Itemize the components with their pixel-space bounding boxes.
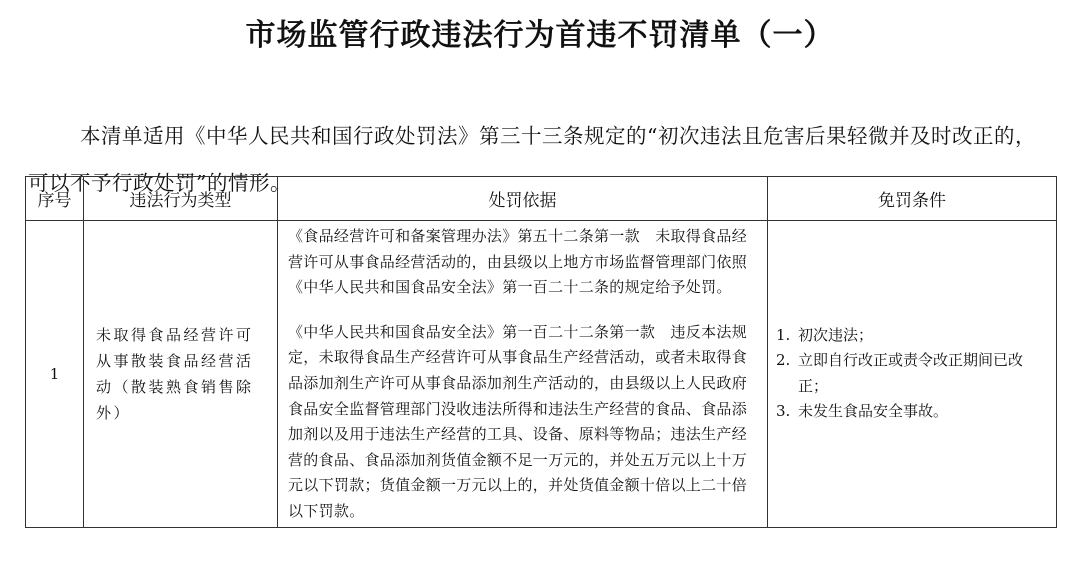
row-basis bbox=[278, 221, 768, 528]
conditions-list bbox=[776, 323, 1046, 425]
condition-number: 1. bbox=[776, 325, 791, 344]
intro-paragraph: 本清单适用《中华人民共和国行政处罚法》第三十三条规定的“初次违法且危害后果轻微并及时改正的，可以不予行政处罚”的情形。 bbox=[28, 123, 1036, 195]
condition-number: 2. bbox=[776, 351, 791, 370]
basis-paragraph-2: 《中华人民共和国食品安全法》第一百二十二条第一款 违反本法规定，未取得食品生产经营许可从事食品生产经营活动，或者未取得食品添加剂生产许可从事食品添加剂生产活动的，由县级以上人民政府食品安全监督管理部门没收违法所得和违法生产经营的食品、食品添加剂以及用于违法生产经营的工具、设备、原料等物品；违法生产经营的食品、食品添加剂货值金额不足一万元的，并处五万元以上十万元以下罚款；货值金额一万元以上的，并处货值金额十倍以上二十倍以下罚款。 bbox=[288, 322, 748, 520]
penalty-exemption-table bbox=[25, 176, 1057, 528]
condition-text: 初次违法； bbox=[798, 325, 874, 344]
header-basis: 处罚依据 bbox=[278, 177, 768, 221]
table-row bbox=[26, 221, 1057, 528]
basis-paragraph-1: 《食品经营许可和备案管理办法》第五十二条第一款 未取得食品经营许可从事食品经营活动的，由县级以上地方市场监督管理部门依照《中华人民共和国食品安全法》第一百二十二条的规定给予处罚。 bbox=[288, 227, 748, 297]
row-seq: 1 bbox=[26, 221, 84, 528]
condition-text: 未发生食品安全事故。 bbox=[798, 402, 949, 421]
table-header-row bbox=[26, 177, 1057, 221]
condition-item bbox=[776, 348, 1046, 399]
condition-number: 3. bbox=[776, 402, 791, 421]
header-violation-type: 违法行为类型 bbox=[84, 177, 278, 221]
condition-text: 立即自行改正或责令改正期间已改正； bbox=[798, 351, 1024, 395]
page-title: 市场监管行政违法行为首违不罚清单（一） bbox=[245, 18, 835, 53]
header-seq: 序号 bbox=[26, 177, 84, 221]
condition-item bbox=[776, 323, 1046, 349]
row-violation-type: 未取得食品经营许可从事散装食品经营活动（散装熟食销售除外） bbox=[84, 221, 278, 528]
row-conditions bbox=[768, 221, 1057, 528]
header-conditions: 免罚条件 bbox=[768, 177, 1057, 221]
condition-item bbox=[776, 399, 1046, 425]
